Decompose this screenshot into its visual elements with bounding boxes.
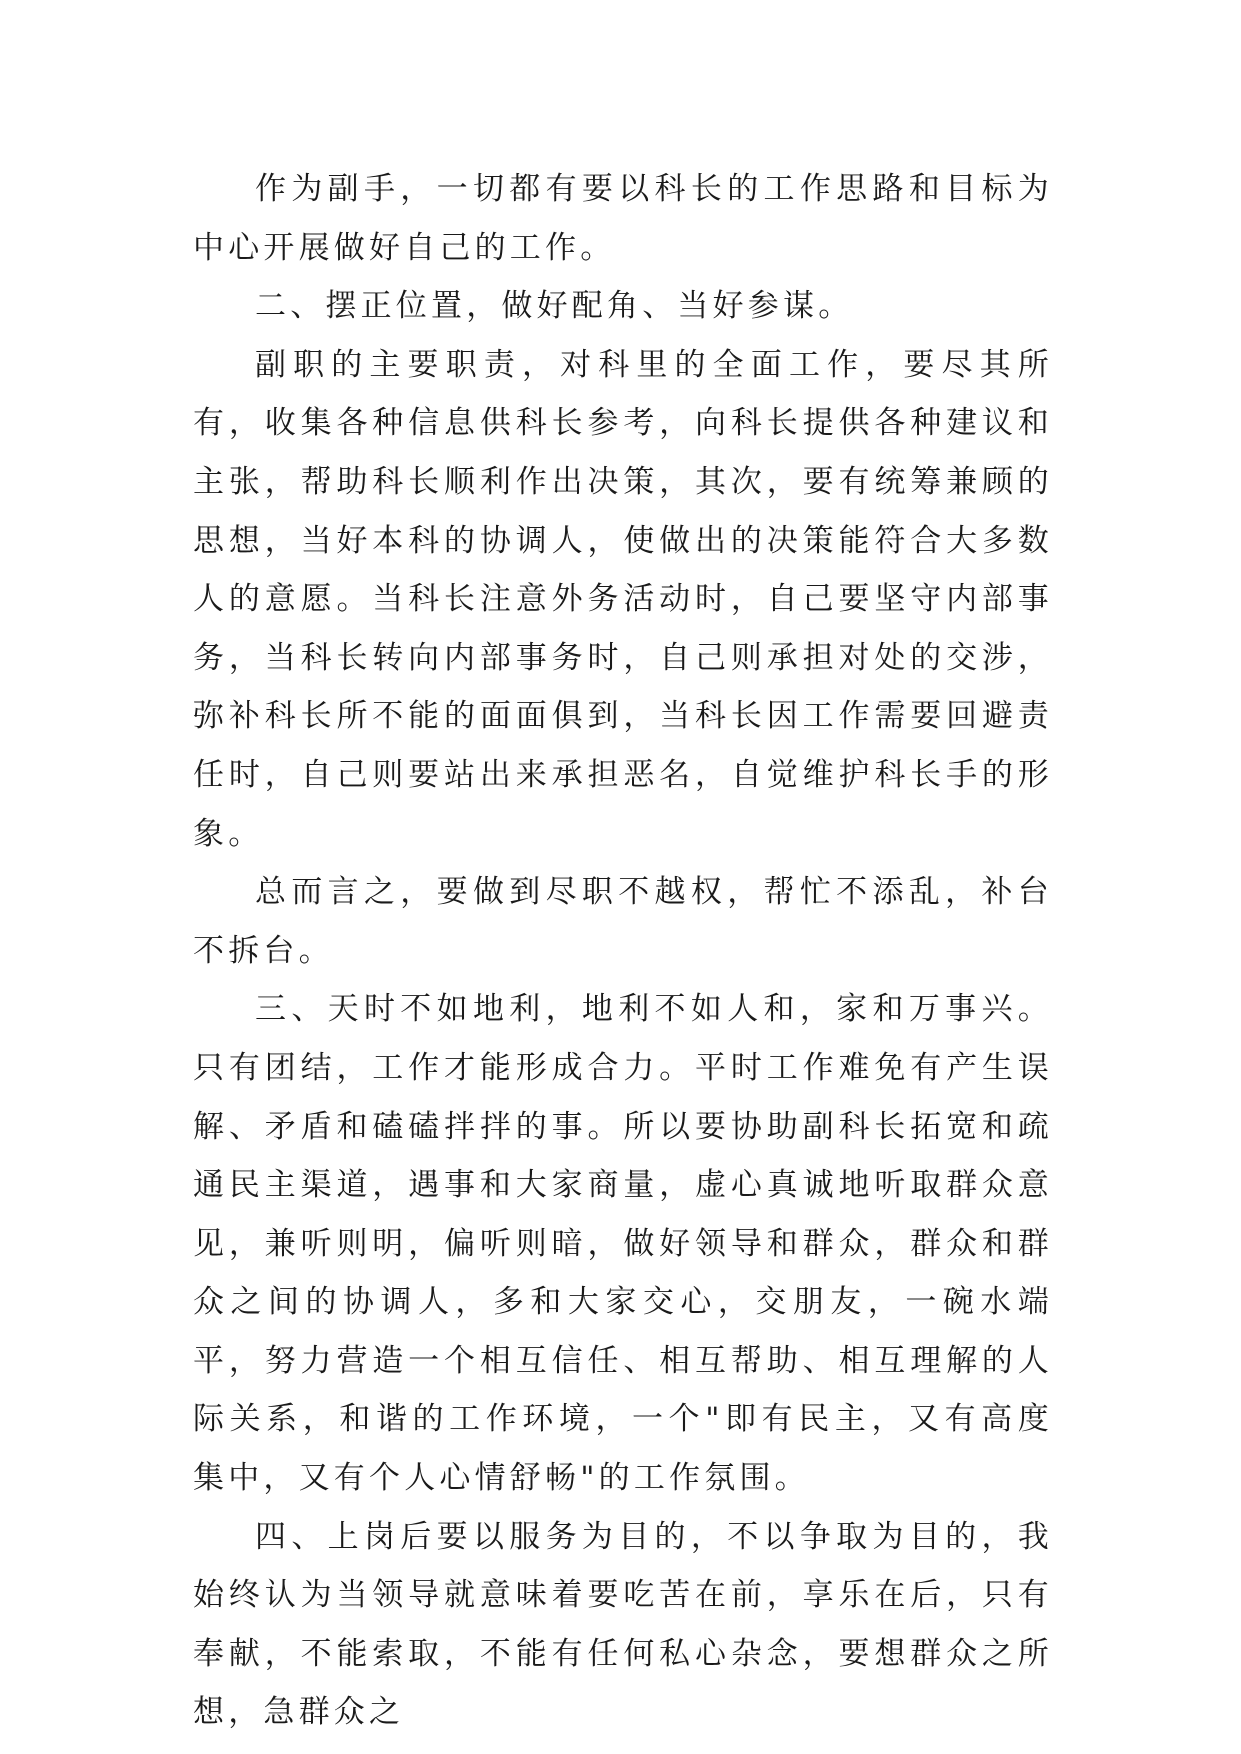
paragraph-5: 三、天时不如地利，地利不如人和，家和万事兴。只有团结，工作才能形成合力。平时工作难免有产生误解、矛盾和磕磕拌拌的事。所以要协助副科长拓宽和疏通民主渠道，遇事和大家商量，虚心真诚地听取群众意见，兼听则明，偏听则暗，做好领导和群众，群众和群众之间的协调人，多和大家交心，交朋友，一碗水端平，努力营造一个相互信任、相互帮助、相互理解的人际关系，和谐的工作环境，一个"即有民主，又有高度集中，又有个人心情舒畅"的工作氛围。 — [193, 991, 1053, 1497]
paragraph-4: 总而言之，要做到尽职不越权，帮忙不添乱，补台不拆台。 — [193, 874, 1053, 969]
paragraph-3: 副职的主要职责，对科里的全面工作，要尽其所有，收集各种信息供科长参考，向科长提供各种建议和主张，帮助科长顺利作出决策，其次，要有统筹兼顾的思想，当好本科的协调人，使做出的决策能符合大多数人的意愿。当科长注意外务活动时，自己要坚守内部事务，当科长转向内部事务时，自己则承担对处的交涉，弥补科长所不能的面面俱到，当科长因工作需要回避责任时，自己则要站出来承担恶名，自觉维护科长手的形象。 — [193, 346, 1053, 852]
paragraph-1: 作为副手，一切都有要以科长的工作思路和目标为中心开展做好自己的工作。 — [193, 171, 1053, 266]
paragraph-2: 二、摆正位置，做好配角、当好参谋。 — [255, 288, 854, 325]
paragraph-6: 四、上岗后要以服务为目的，不以争取为目的，我始终认为当领导就意味着要吃苦在前，享乐在后，只有奉献，不能索取，不能有任何私心杂念，要想群众之所想，急群众之 — [193, 1518, 1053, 1731]
document-body — [193, 160, 1053, 1742]
